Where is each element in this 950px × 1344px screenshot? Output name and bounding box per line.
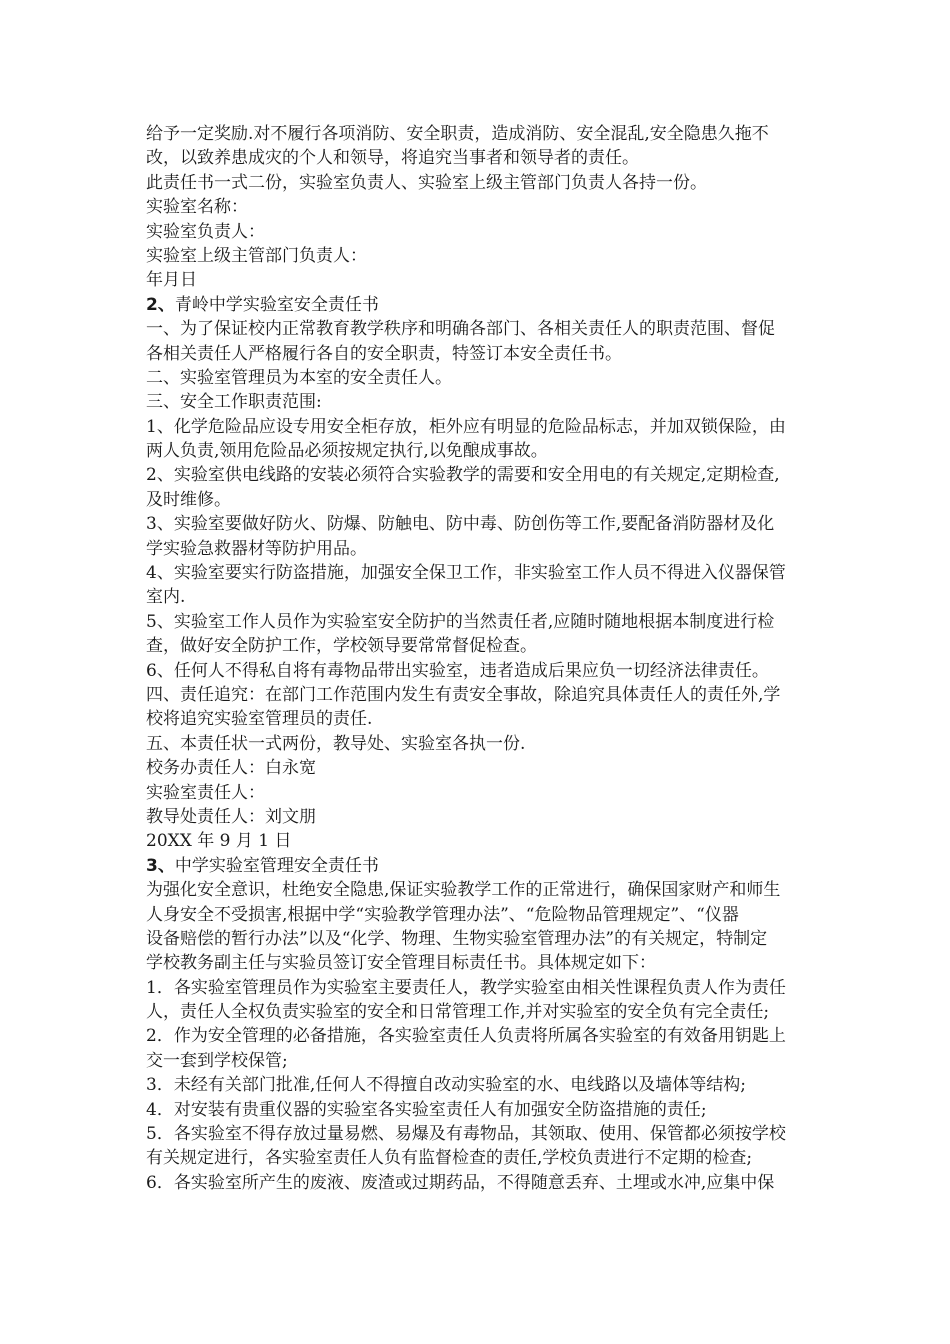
text-line: 各相关责任人严格履行各自的安全职责，特签订本安全责任书。 <box>146 343 622 364</box>
text-line: 给予一定奖励.对不履行各项消防、安全职责，造成消防、安全混乱,安全隐患久拖不 <box>146 124 769 144</box>
text-line: 三、安全工作职责范围: <box>146 392 322 413</box>
text-line: 4、实验室要实行防盗措施，加强安全保卫工作，非实验室工作人员不得进入仪器保管 <box>146 563 786 584</box>
text-line: 五、本责任状一式两份，教导处、实验室各执一份. <box>146 733 526 754</box>
text-line: 四、责任追究：在部门工作范围内发生有责安全事故，除追究具体责任人的责任外,学 <box>146 684 781 705</box>
text-line: 1、化学危险品应设专用安全柜存放，柜外应有明显的危险品标志，并加双锁保险，由 <box>146 416 786 437</box>
text-line: 2、实验室供电线路的安装必须符合实验教学的需要和安全用电的有关规定,定期检查, <box>146 465 780 486</box>
text-line: 2．作为安全管理的必备措施，各实验室责任人负责将所属各实验室的有效备用钥匙上 <box>146 1026 786 1047</box>
text-line: 此责任书一式二份，实验室负责人、实验室上级主管部门负责人各持一份。 <box>146 172 707 193</box>
document-body <box>146 122 806 1195</box>
text-line: 有关规定进行，各实验室责任人负有监督检查的责任,学校负责进行不定期的检查; <box>146 1148 753 1169</box>
text-line: 6．各实验室所产生的废液、废渣或过期药品，不得随意丢弃、土埋或水冲,应集中保 <box>146 1172 775 1193</box>
date-line: 20XX 年 9 月 1 日 <box>146 831 292 852</box>
text-line: 3、实验室要做好防火、防爆、防触电、防中毒、防创伤等工作,要配备消防器材及化 <box>146 514 775 535</box>
text-line: 实验室负责人： <box>146 221 265 242</box>
text-line: 学校教务副主任与实验员签订安全管理目标责任书。具体规定如下： <box>146 953 656 974</box>
section-number: 2、 <box>146 294 175 315</box>
text-line: 5、实验室工作人员作为实验室安全防护的当然责任者,应随时随地根据本制度进行检 <box>146 611 775 632</box>
text-line: 室内. <box>146 587 186 608</box>
text-line: 交一套到学校保管; <box>146 1050 288 1071</box>
text-line: 一、为了保证校内正常教育教学秩序和明确各部门、各相关责任人的职责范围、督促 <box>146 319 775 340</box>
section-number: 3、 <box>146 855 175 876</box>
text-line: 改，以致养患成灾的个人和领导，将追究当事者和领导者的责任。 <box>146 148 639 169</box>
text-line: 年月日 <box>146 270 197 291</box>
text-line: 实验室名称： <box>146 197 248 218</box>
text-line: 1．各实验室管理员作为实验室主要责任人，教学实验室由相关性课程负责人作为责任 <box>146 977 786 998</box>
text-line: 实验室上级主管部门负责人： <box>146 245 367 266</box>
text-line: 人身安全不受损害,根据中学“实验教学管理办法”、“危险物品管理规定”、“仪器 <box>146 904 739 925</box>
section-title: 青岭中学实验室安全责任书 <box>174 294 379 315</box>
text-line: 4．对安装有贵重仪器的实验室各实验室责任人有加强安全防盗措施的责任; <box>146 1099 707 1120</box>
text-line: 为强化安全意识，杜绝安全隐患,保证实验教学工作的正常进行，确保国家财产和师生 <box>146 880 781 901</box>
text-line: 二、实验室管理员为本室的安全责任人。 <box>146 367 452 388</box>
text-line: 设备赔偿的暂行办法”以及“化学、物理、生物实验室管理办法”的有关规定，特制定 <box>146 928 768 949</box>
text-line: 3．未经有关部门批准,任何人不得擅自改动实验室的水、电线路以及墙体等结构; <box>146 1075 746 1096</box>
text-line: 及时维修。 <box>146 489 231 510</box>
signature-line: 校务办责任人：白永宽 <box>146 758 316 779</box>
text-line: 学实验急救器材等防护用品。 <box>146 538 367 559</box>
section-heading <box>146 854 806 878</box>
signature-line: 实验室责任人： <box>146 782 265 803</box>
signature-line: 教导处责任人：刘文朋 <box>146 806 316 827</box>
text-line: 5．各实验室不得存放过量易燃、易爆及有毒物品，其领取、使用、保管都必须按学校 <box>146 1124 786 1145</box>
section-title: 中学实验室管理安全责任书 <box>174 855 379 876</box>
text-line: 校将追究实验室管理员的责任. <box>146 709 373 730</box>
text-line: 两人负责,领用危险品必须按规定执行,以免酿成事故。 <box>146 441 548 462</box>
text-line: 人，责任人全权负责实验室的安全和日常管理工作,并对实验室的安全负有完全责任; <box>146 1002 770 1023</box>
section-heading <box>146 293 806 317</box>
text-line: 6、任何人不得私自将有毒物品带出实验室，违者造成后果应负一切经济法律责任。 <box>146 660 769 681</box>
text-line: 查，做好安全防护工作，学校领导要常常督促检查。 <box>146 636 537 657</box>
